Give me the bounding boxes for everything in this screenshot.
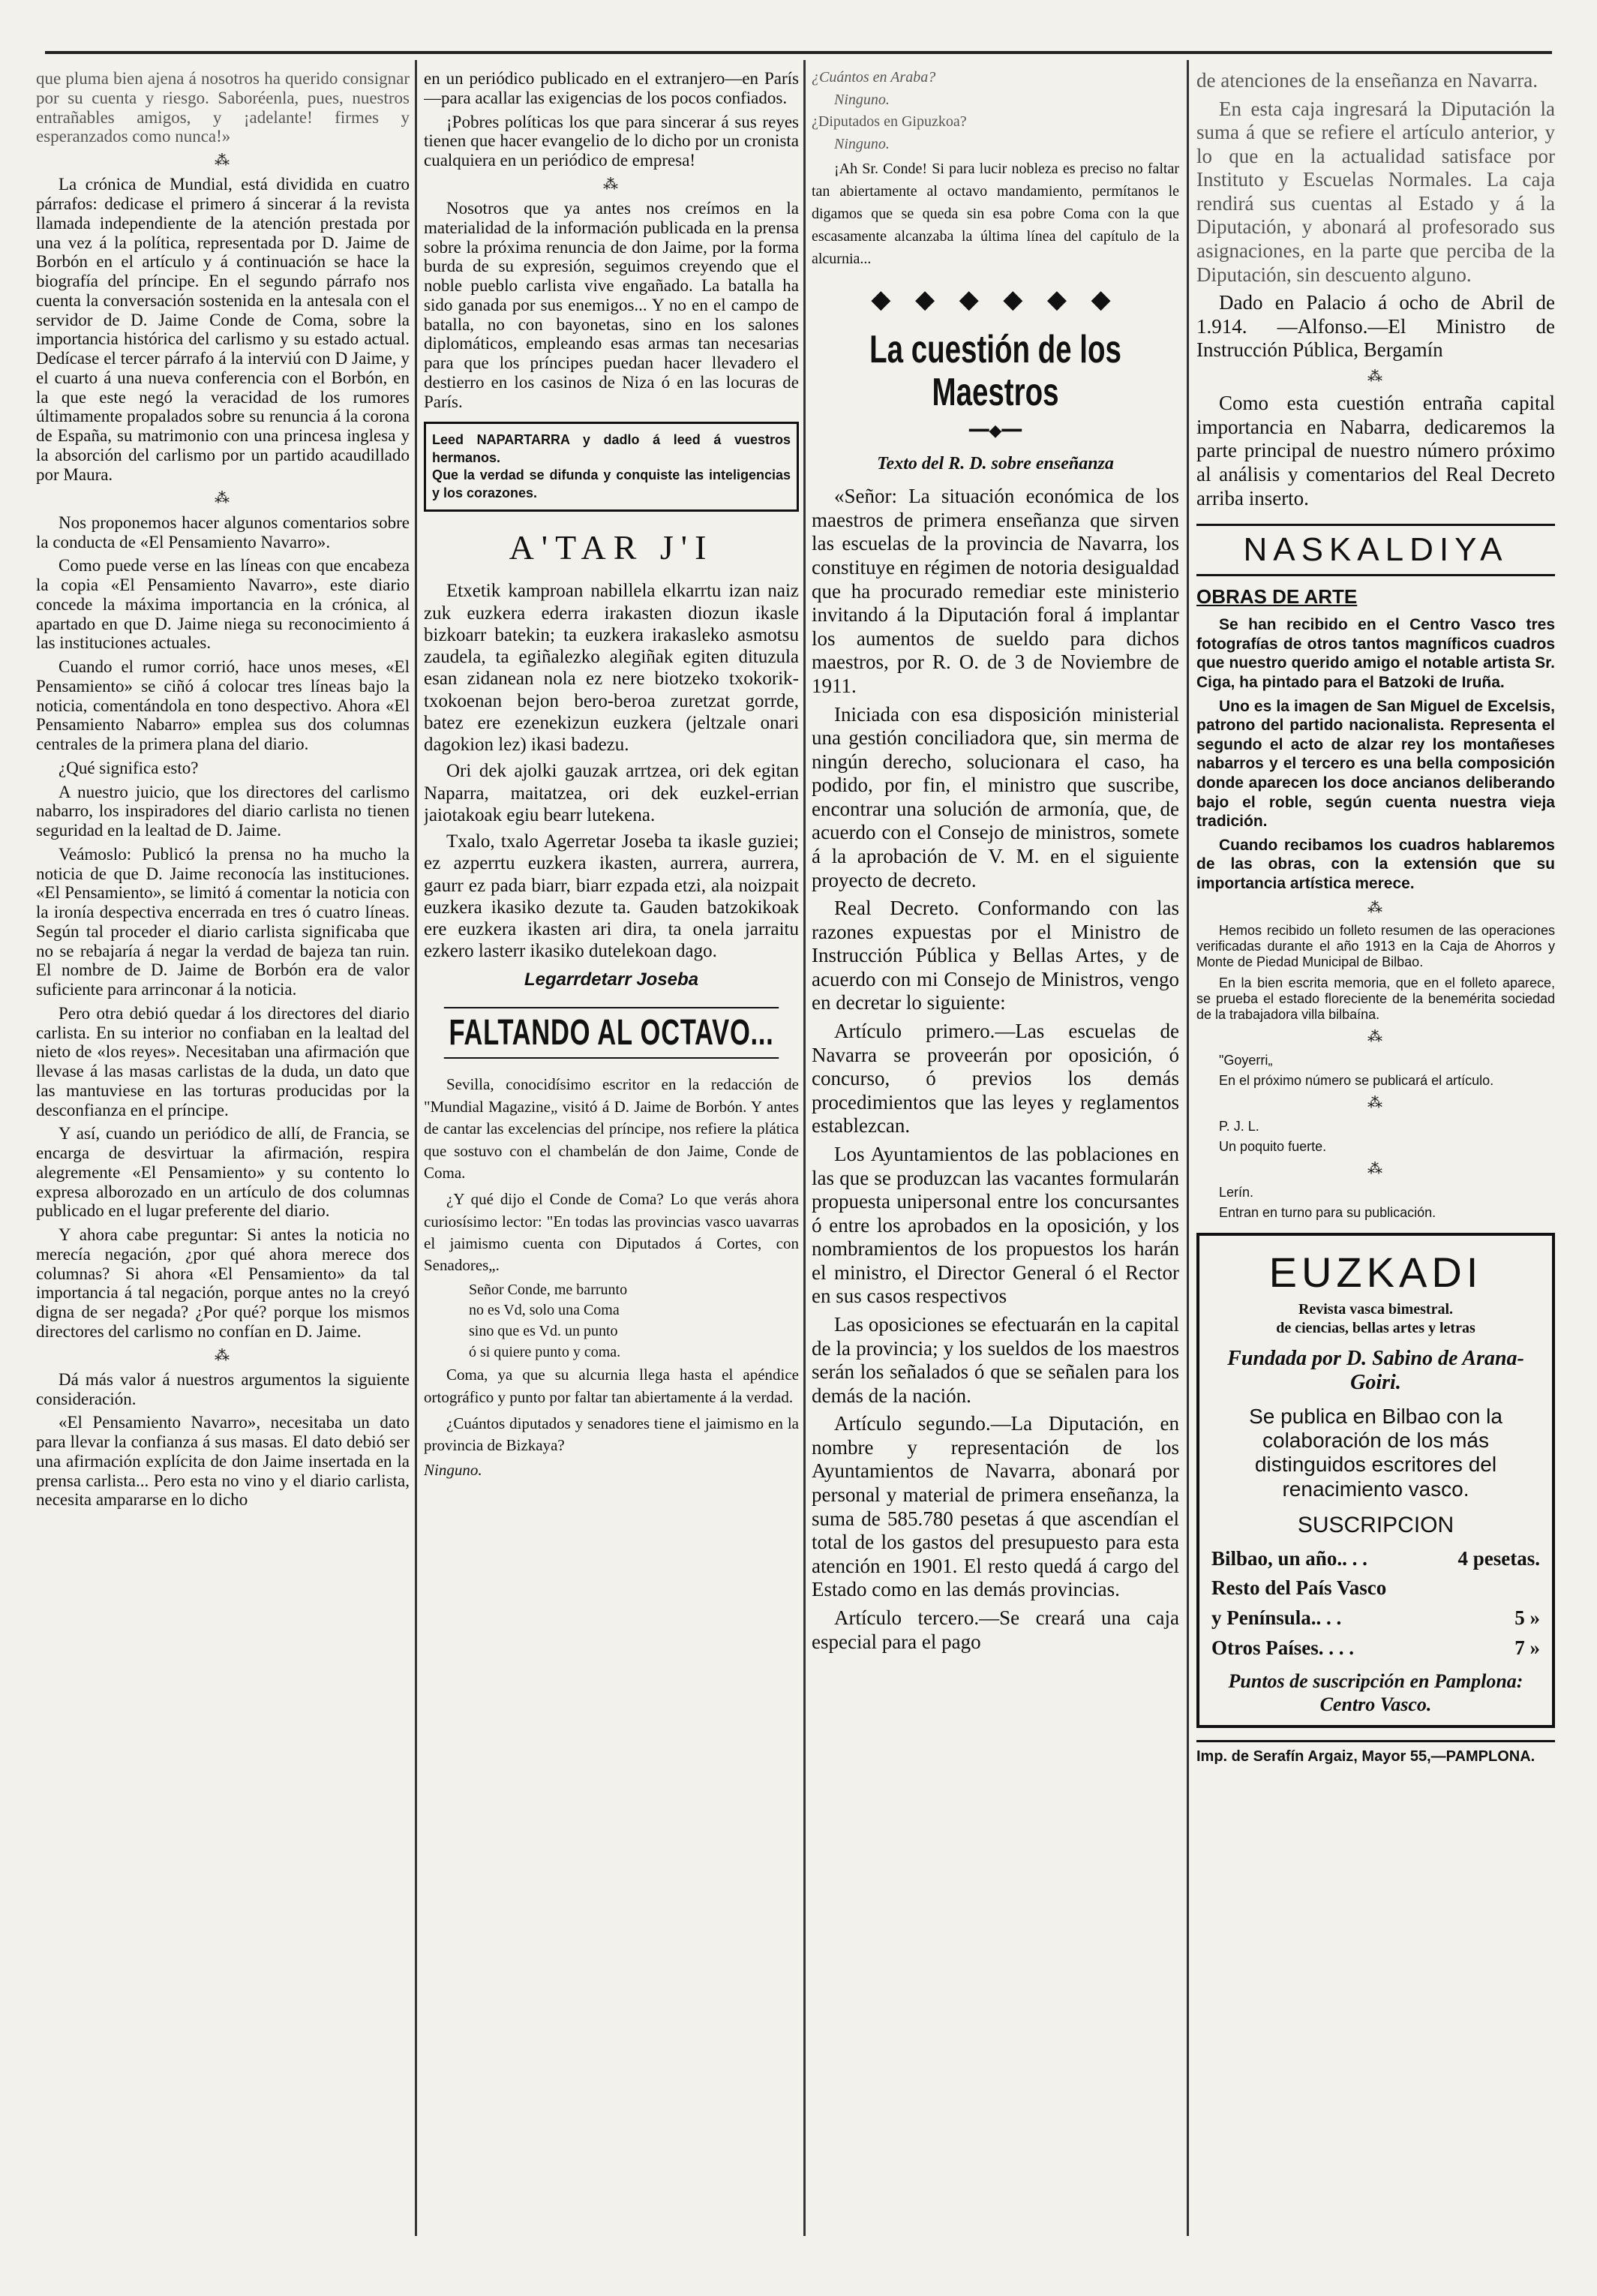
article-subheading: Texto del R. D. sobre enseñanza [877,454,1114,474]
paragraph: La crónica de Mundial, está dividida en cuatro párrafos: dedicase el primero á sincerar á la revista llamada independiente de la atención prestada por una vez á la política, representada por D. Jaime de Borbón en el artículo y á continuación se hace la biografía del príncipe. En el segundo párrafo nos cuenta la conversación sostenida en la antesala con el servidor de D. Jaime Conde de Coma, sobre la importancia histórica del carlismo y su estado actual. Dedícase el tercer párrafo á la interviú con D Jaime, y el cuarto á una nueva conferencia con el Borbón, en la que este negó la veracidad de los rumores últimamente propalados sobre su renuncia á la corona de España, su matrimonio con una princesa inglesa y la absorción del carlismo por un partido acaudillado por Maura. [36,175,410,484]
paragraph: Veámoslo: Publicó la prensa no ha mucho la noticia de que D. Jaime reconocía las instituciones. «El Pensamiento», se limitó á comentar la noticia con la ironía despectiva encerrada en tres ó cuatro líneas. Según tal proceder el diario carlista significaba que no se rebajaría á negar la verdad de bajeza tan ruin. El nombre de D. Jaime de Borbón era de valor suficiente para arrinconar á la noticia. [36,844,410,999]
paragraph: Ori dek ajolki gauzak arrtzea, ori dek egitan Naparra, maitatzea, ori dek euzkel-errian jaiotakoak egiu bearr lutekena. [424,761,799,825]
paragraph: Artículo segundo.—La Diputación, en nombre y representación de los Ayuntamientos de Navarra, abonará por personal y material de primera enseñanza, la suma de 585.780 pesetas á que ascendían el total de los gastos del presupuesto para esta atención en 1901. El resto quedá á cargo del Estado como en las demás provincias. [812,1412,1179,1601]
notice-line: Leed NAPARTARRA y dadlo á leed á vuestros hermanos. [432,432,791,465]
column-rule [1187,60,1189,2236]
asterism: ⁂ [215,490,231,507]
column-4 [1196,69,1555,2245]
notice-box [424,422,799,512]
paragraph: Cuando recibamos los cuadros hablaremos de las obras, con la extensión que su importancia artística merece. [1196,836,1555,893]
asterism: ⁂ [1367,368,1384,385]
verse-line: Señor Conde, me barrunto [469,1281,628,1298]
paragraph: Uno es la imagen de San Miguel de Excelsis, patrono del partido nacionalista. Representa el segundo el acto de alzar rey los montañeses nabarros y el tercero es una bella composición donde aparecen los doce ancianos deliberando bajo el roble, según cuenta nuestra vieja tradición. [1196,697,1555,831]
imprint-line: Imp. de Serafín Argaiz, Mayor 55,—PAMPLONA. [1196,1740,1555,1766]
paragraph: En la bien escrita memoria, que en el folleto aparece, se prueba el estado floreciente de la benemérita sociedad de la trabajadora villa bilbaína. [1196,975,1555,1023]
paragraph: Nos proponemos hacer algunos comentarios sobre la conducta de «El Pensamiento Navarro». [36,512,410,551]
paragraph: Dá más valor á nuestros argumentos la siguiente consideración. [36,1369,410,1408]
paragraph: En esta caja ingresará la Diputación la suma á que se refiere el artículo anterior, y lo que en la actualidad satisface por Instituto y Escuelas Normales. La caja rendirá sus cuentas al Estado y á la Diputación, y abonará al profesorado sus asignaciones, en la parte que perciba de la Diputación, sin descuento alguno. [1196,97,1555,286]
paragraph: ¡Ah Sr. Conde! Si para lucir nobleza es preciso no faltar tan abiertamente al octavo mandamiento, permítanos le digamos que se queda sin esa pobre Coma con la que escasamente alcanzaba la última línea del capítulo de la alcurnia... [812,161,1179,268]
price-row [1211,1576,1540,1600]
paragraph: Real Decreto. Conformando con las razones expuestas por el Ministro de Instrucción Pública y Bellas Artes, y de acuerdo con mi Consejo de Ministros, vengo en decretar lo siguiente: [812,897,1179,1014]
column-rule [415,60,417,2236]
paragraph: Las oposiciones se efectuarán en la capital de la provincia; y los sueldos de los maestros serán los señalados ó que se señalen para los demás de la nación. [812,1312,1179,1407]
paragraph: Hemos recibido un folleto resumen de las operaciones verificadas durante el año 1913 en la Caja de Ahorros y Monte de Piedad Municipal de Bilbao. [1196,923,1555,970]
paragraph: Artículo tercero.—Se creará una caja especial para el pago [812,1606,1179,1653]
paragraph: Dado en Palacio á ocho de Abril de 1.914. —Alfonso.—El Ministro de Instrucción Pública, Bergamín [1196,291,1555,362]
paragraph: Lerín. [1219,1184,1254,1200]
asterism: ⁂ [1367,899,1384,916]
price-value: 4 pesetas. [1457,1546,1540,1570]
paragraph: Cuando el rumor corrió, hace unos meses, «El Pensamiento» se ciñó á colocar tres líneas bajo la noticia, comentándola en tono despectivo. Ahora «El Pensamiento Nabarro» emplea sus dos columnas centrales de la primera plana del diario. [36,657,410,754]
paragraph: Ninguno. [834,91,890,108]
paragraph: Y ahora cabe preguntar: Si antes la noticia no merecía negación, ¿por qué ahora merece dos columnas? Si ahora «El Pensamiento» da tal importancia á tal negación, porque antes no la creyó digna de ser negada? ¿Por qué? porque los mismos directores del carlismo no confían en D. Jaime. [36,1225,410,1341]
paragraph: Coma, ya que su alcurnia llega hasta el apéndice ortográfico y punto por faltar tan abiertamente á la verdad. [424,1366,799,1406]
paragraph: Entran en turno para su publicación. [1219,1204,1436,1220]
paragraph: Como esta cuestión entraña capital importancia en Nabarra, dedicaremos la parte principal de nuestro número próximo al análisis y comentarios del Real Decreto arriba inserto. [1196,392,1555,509]
paragraph: Y así, cuando un periódico de allí, de Francia, se encarga de desvirtuar la afirmación, respira alegremente «El Pensamiento» y su contento lo expresa alborozado en un artículo de dos columnas publicado en el lugar preferente del diario. [36,1124,410,1221]
ad-tagline: Revista vasca bimestral. [1298,1300,1454,1318]
asterism: ⁂ [1367,1029,1384,1046]
ad-subscription-heading: SUSCRIPCION [1297,1512,1454,1537]
asterism: ⁂ [1367,1095,1384,1112]
verse-line: no es Vd, solo una Coma [469,1302,620,1319]
paragraph: de atenciones de la enseñanza en Navarra. [1196,69,1538,92]
paragraph: A nuestro juicio, que los directores del carlismo nabarro, los inspiradores del diario carlista no tienen seguridad en la lealtad de D. Jaime. [36,782,410,840]
paragraph: ¿Cuántos en Araba? [812,69,936,86]
ad-description: Se publica en Bilbao con la colaboración de los más distinguidos escritores del renacimiento vasco. [1249,1405,1502,1501]
asterism: ⁂ [215,1347,231,1364]
price-value: 5 » [1514,1606,1540,1630]
paragraph: Etxetik kamproan nabillela elkarrtu izan naiz zuk euzkera ederra irakasten diozun ikasle bizkoarr batekin; ta euzkera irakasleko asmotsu zaudela, ta egiñalezko alegiñak egiten dituzula esan zidanean nola ez nere biotzeko txokorik-txokoenan bejon bero-beroa zuretzat gorrde, batez ere ezenekizun euzkera (jeltzale onari dagokion lez) ikasi badezu. [424,581,799,756]
paragraph: Se han recibido en el Centro Vasco tres fotografías de otros tantos magníficos cuadros que nuestro querido amigo el notable artista Sr. Ciga, ha pintado para el Batzoki de Iruña. [1196,616,1555,691]
paragraph: "Goyerri„ [1219,1052,1273,1068]
paragraph: Sevilla, conocidísimo escritor en la redacción de "Mundial Magazine„ visitó á D. Jaime de Borbón. Y antes de cantar las excelencias del príncipe, nos refiere la plática que sostuvo con el chambelán de don Jaime, Conde de Coma. [424,1075,799,1182]
price-label: Resto del País Vasco [1211,1576,1387,1600]
article-heading-maestros: La cuestión de los Maestros [869,328,1121,415]
paragraph: Pero otra debió quedar á los directores del diario carlista. En su interior no confiaban en la lealtad del nieto de «los reyes». Necesitaban una afirmación que llevase á las masas carlistas de la duda, un dato que las mantuviese en las torturas producidas por la desconfianza en el príncipe. [36,1003,410,1119]
article-heading-atar: A'TAR J'I [509,527,714,566]
paragraph: «El Pensamiento Navarro», necesitaba un dato para llevar la confianza á sus masas. El dato debió ser una afirmación explícita de don Jaime insertada en la prensa carlista... Pero esta no vino y el diario carlista, necesita ampararse en lo dicho [36,1413,410,1510]
ad-founder: Fundada por D. Sabino de Arana-Goiri. [1227,1346,1524,1395]
ad-title: EUZKADI [1268,1249,1483,1296]
paragraph: Nosotros que ya antes nos creímos en la materialidad de la información publicada en la prensa sobre la próxima renuncia de don Jaime, por la forma burda de su expresión, seguimos creyendo que el noble pueblo carlista vive engañado. La batalla ha sido ganada por sus enemigos... Y no en el campo de batalla, no con bayonetas, sino en los salones diplomáticos, empleando esas armas tan necesarias para que los príncipes puedan hacer llevadero el destierro en los casinos de Niza ó en las locuras de París. [424,199,799,411]
paragraph: en un periódico publicado en el extranjero—en París—para acallar las exigencias de los pocos confiados. [424,69,799,107]
price-label: y Península.. . . [1211,1606,1342,1630]
paragraph: En el próximo número se publicará el artículo. [1219,1073,1494,1089]
section-heading-naskaldiya: NASKALDIYA [1196,524,1555,576]
asterism: ⁂ [1367,1161,1384,1178]
paragraph: ¿Cuántos diputados y senadores tiene el jaimismo en la provincia de Bizkaya? [424,1414,799,1455]
paragraph: ¿Y qué dijo el Conde de Coma? Lo que verás ahora curiosísimo lector: "En todas las provincias vasco uavarras el jaimismo cuenta con Diputados á Cortes, con Senadores„. [424,1190,799,1275]
price-label: Otros Países. . . . [1211,1636,1354,1659]
verse-line: ó si quiere punto y coma. [469,1343,621,1360]
top-rule [45,51,1552,54]
paragraph: que pluma bien ajena á nosotros ha querido consignar por su cuenta y riesgo. Saboréenla, pues, nuestros entrañables amigos, y ¡adelante! firmes y esperanzados como nunca!» [36,69,410,146]
paragraph: Como puede verse en las líneas con que encabeza la copia «El Pensamiento Navarro», este diario concede la máxima importancia en la crónica, al apartado en que D. Jaime niega su reconocimiento á las instituciones actuales. [36,556,410,653]
paragraph: ¡Pobres políticas los que para sincerar á sus reyes tienen que hacer evangelio de lo dicho por un cronista cualquiera en un periódico de empresa! [424,112,799,170]
paragraph: «Señor: La situación económica de los maestros de primera enseñanza que sirven las escuelas de la provincia de Navarra, los constituye en régimen de notoria desigualdad que ha procurado remediar este ministerio invitando á la Diputación foral á implantar los aumentos de sueldo para dichos maestros, por R. O. de 3 de Noviembre de 1911. [812,485,1179,697]
verse-line: sino que es Vd. un punto [469,1323,618,1340]
ad-tagline: de ciencias, bellas artes y letras [1276,1319,1475,1336]
price-row [1211,1636,1540,1660]
price-value: 7 » [1514,1636,1540,1659]
notice-line: Que la verdad se difunda y conquiste las inteligencias y los corazones. [432,467,791,500]
signature: Legarrdetarr Joseba [524,969,699,990]
paragraph: Iniciada con esa disposición ministerial una gestión conciliadora que, sin merma de ningún derecho, solucionara el caso, ha podido, por fin, el ministro que suscribe, encontrar una solución de armonía, que, de acuerdo con el Consejo de ministros, somete á la aprobación de V. M. en el siguiente proyecto de decreto. [812,702,1179,891]
paragraph: Ninguno. [834,135,890,152]
price-row [1211,1606,1540,1630]
paragraph: Los Ayuntamientos de las poblaciones en las que se produzcan las vacantes formularán propuesta unipersonal entre los concursantes ó entre los aprobados en la oposición, y los nombramientos de los propuestos los harán el ministro, el Director General ó el Rector en sus casos respectivos [812,1142,1179,1308]
paragraph: Artículo primero.—Las escuelas de Navarra se proveerán por oposición, ó concurso, ó previos los demás procedimientos que las leyes y reglamentos establezcan. [812,1020,1179,1137]
column-3 [812,69,1179,2245]
paragraph: P. J. L. [1219,1118,1259,1134]
section-subheading: OBRAS DE ARTE [1196,585,1358,608]
column-2 [424,69,799,2245]
column-1 [36,69,410,2245]
paragraph: Ninguno. [424,1460,482,1479]
paragraph: Txalo, txalo Agerretar Joseba ta ikasle guziei; ez azperrtu euzkera ikasten, aurrera, aurrera, gaurr ez pada biarr, biarr ezpada etzi, ala noizpait euzkera ikasiko dezute ta. Gauden batzokikoak ere euzkera ikasten ari dira, ta onela jarraitu ezkero lasterr ikasiko dutelekoan dago. [424,831,799,962]
asterism: ⁂ [215,152,231,169]
paragraph: ¿Diputados en Gipuzkoa? [812,113,967,131]
ornament-rule: ◆ ◆ ◆ ◆ ◆ ◆ [871,286,1120,314]
euzkadi-advertisement [1196,1233,1555,1728]
price-row [1211,1547,1540,1571]
asterism: ⁂ [603,176,620,193]
paragraph: ¿Qué significa esto? [59,758,199,777]
ad-subscription-points: Puntos de suscripción en Pamplona: Centro Vasco. [1228,1670,1523,1715]
price-label: Bilbao, un año.. . . [1211,1546,1367,1570]
column-rule [803,60,806,2236]
ornament-divider: ━━◆━━ [969,420,1022,440]
paragraph: Un poquito fuerte. [1219,1138,1327,1154]
article-heading-faltando: FALTANDO AL OCTAVO... [444,1007,779,1059]
